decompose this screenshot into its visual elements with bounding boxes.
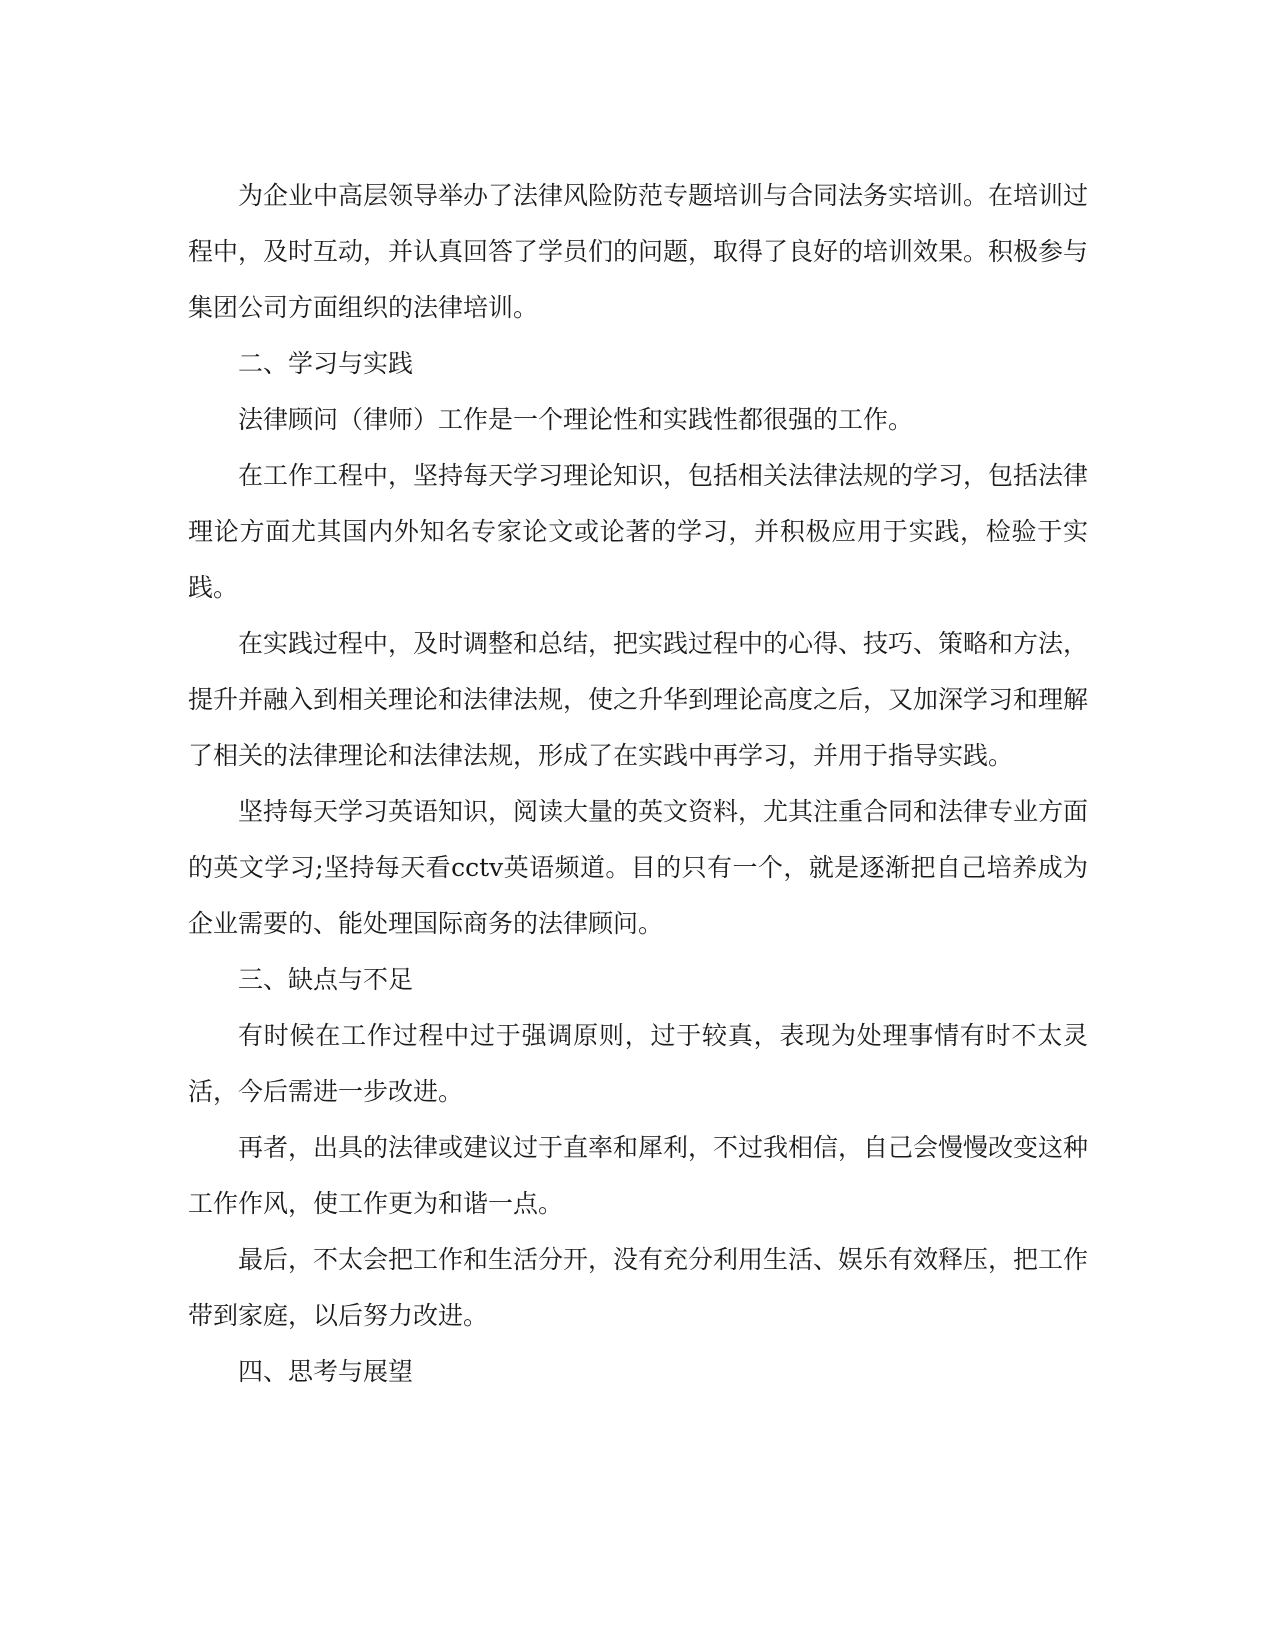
document-body [188, 168, 1088, 1400]
paragraph-practice-summary: 在实践过程中，及时调整和总结，把实践过程中的心得、技巧、策略和方法，提升并融入到相关理论和法律法规，使之升华到理论高度之后，又加深学习和理解了相关的法律理论和法律法规，形成了在实践中再学习，并用于指导实践。 [188, 629, 1089, 770]
paragraph-daily-theory-study: 在工作工程中，坚持每天学习理论知识，包括相关法律法规的学习，包括法律理论方面尤其国内外知名专家论文或论著的学习，并积极应用于实践，检验于实践。 [188, 461, 1089, 602]
section-heading-shortcomings: 三、缺点与不足 [238, 965, 414, 994]
section-heading-study-practice: 二、学习与实践 [238, 349, 414, 378]
paragraph-legal-counsel-work: 法律顾问（律师）工作是一个理论性和实践性都很强的工作。 [238, 405, 914, 434]
paragraph-work-life-balance: 最后，不太会把工作和生活分开，没有充分利用生活、娱乐有效释压，把工作带到家庭，以后努力改进。 [188, 1245, 1089, 1330]
paragraph-too-principled: 有时候在工作过程中过于强调原则，过于较真，表现为处理事情有时不太灵活，今后需进一步改进。 [188, 1021, 1088, 1106]
paragraph-too-direct: 再者，出具的法律或建议过于直率和犀利，不过我相信，自己会慢慢改变这种工作作风，使工作更为和谐一点。 [188, 1133, 1089, 1218]
section-heading-outlook: 四、思考与展望 [238, 1357, 414, 1386]
paragraph-training: 为企业中高层领导举办了法律风险防范专题培训与合同法务实培训。在培训过程中，及时互动，并认真回答了学员们的问题，取得了良好的培训效果。积极参与集团公司方面组织的法律培训。 [188, 181, 1089, 322]
paragraph-english-study: 坚持每天学习英语知识，阅读大量的英文资料，尤其注重合同和法律专业方面的英文学习;坚持每天看cctv英语频道。目的只有一个，就是逐渐把自己培养成为企业需要的、能处理国际商务的法律顾问。 [188, 797, 1089, 938]
